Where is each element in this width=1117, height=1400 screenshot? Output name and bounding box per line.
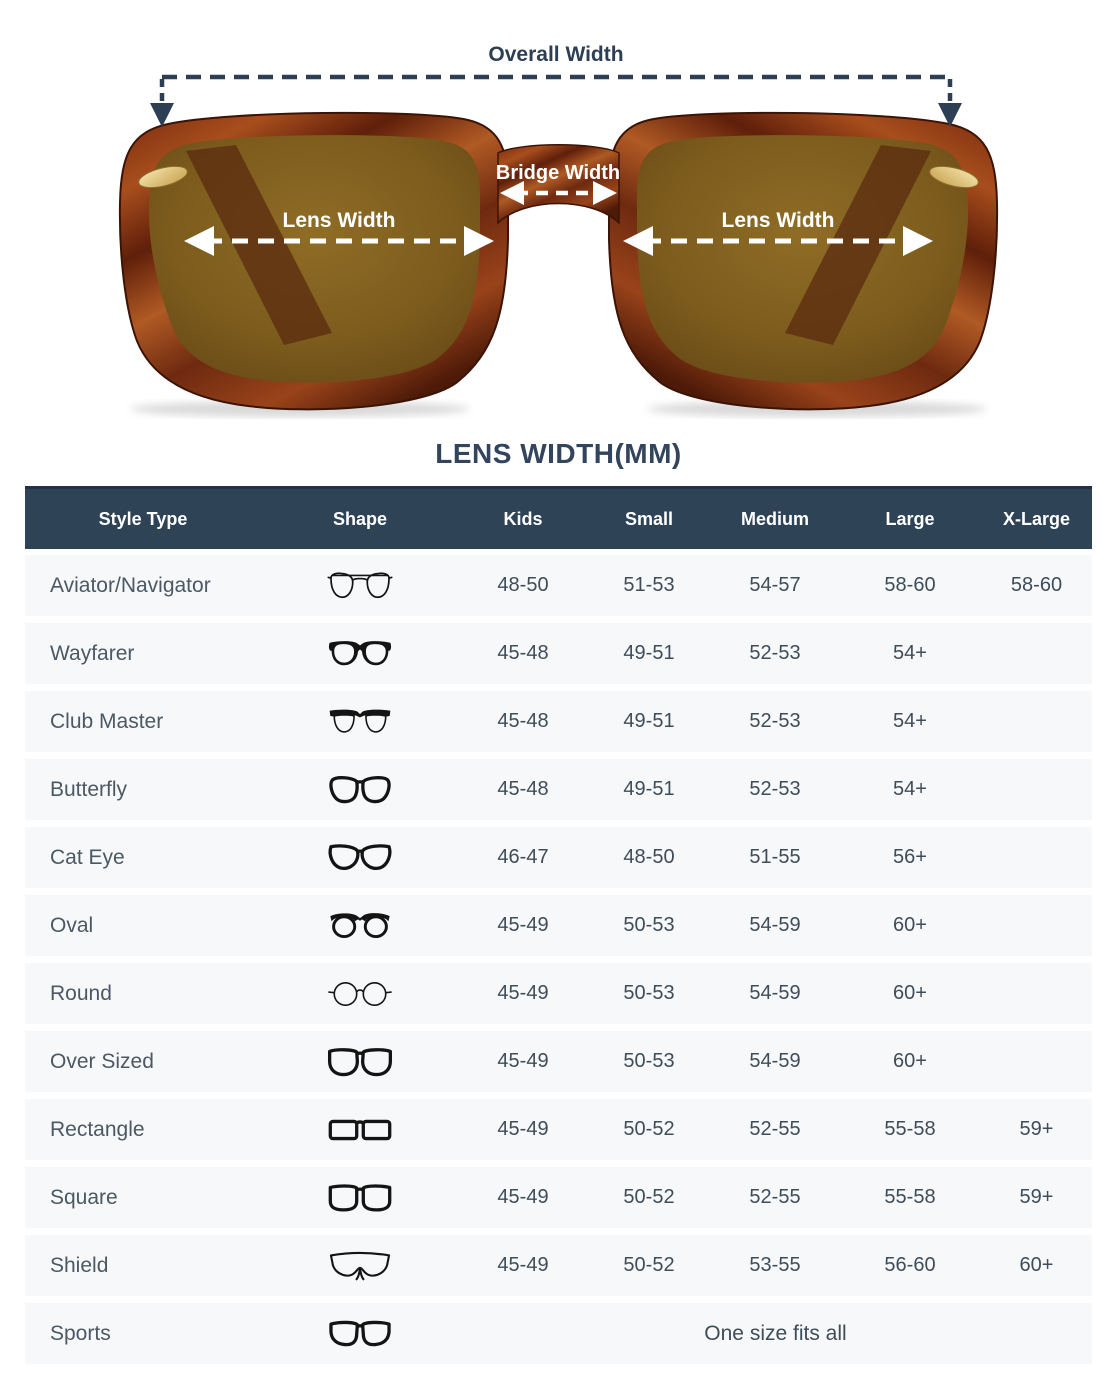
size-value-large: 60+	[893, 1050, 927, 1072]
page-title: LENS WIDTH(MM)	[435, 438, 682, 469]
shape-icon-cell	[261, 637, 459, 671]
size-value-medium: 54-59	[749, 1050, 801, 1072]
style-type-label: Shield	[50, 1253, 109, 1277]
size-value-kids: 45-49	[497, 914, 549, 936]
col-header-medium: Medium	[740, 508, 809, 529]
size-value-small: 50-53	[623, 982, 675, 1004]
table-row	[25, 1235, 1092, 1296]
table-row	[25, 691, 1092, 752]
shape-icon-cell	[261, 909, 459, 943]
col-header-xlarge: X-Large	[1002, 508, 1071, 529]
one-size-note: One size fits all	[704, 1321, 847, 1345]
col-header-shape: Shape	[332, 508, 388, 529]
size-value-small: 50-53	[623, 914, 675, 936]
clubmaster-icon	[327, 705, 393, 739]
table-body	[25, 555, 1092, 1364]
size-value-medium: 52-55	[749, 1118, 801, 1140]
overall-width-label: Overall Width	[488, 43, 624, 66]
col-header-style-type: Style Type	[98, 508, 188, 529]
table-row	[25, 1167, 1092, 1228]
shape-icon-cell	[261, 977, 459, 1011]
shape-icon-cell	[261, 1181, 459, 1215]
style-type-label: Rectangle	[50, 1117, 145, 1141]
shape-icon-cell	[261, 569, 459, 603]
sunglasses-frame	[120, 113, 997, 417]
size-value-xlarge: 59+	[1019, 1186, 1054, 1208]
size-value-medium: 54-59	[749, 982, 801, 1004]
shape-icon-cell	[261, 1045, 459, 1079]
size-value-large: 55-58	[884, 1118, 936, 1140]
size-value-large: 54+	[893, 642, 927, 664]
size-value-medium: 52-53	[749, 642, 801, 664]
size-value-large: 55-58	[884, 1186, 936, 1208]
table-row	[25, 1031, 1092, 1092]
style-type-label: Club Master	[50, 709, 164, 733]
size-value-kids: 48-50	[497, 574, 549, 596]
style-type-label: Oval	[50, 913, 94, 937]
shape-icon-cell	[261, 1249, 459, 1283]
square-icon	[327, 1181, 393, 1215]
size-value-xlarge: 60+	[1019, 1254, 1054, 1276]
sports-icon	[327, 1317, 393, 1351]
sunglasses-illustration	[0, 0, 1117, 432]
col-header-kids: Kids	[503, 508, 543, 529]
size-value-medium: 52-55	[749, 1186, 801, 1208]
round-icon	[327, 977, 393, 1011]
sunglasses-diagram	[0, 0, 1117, 432]
size-value-kids: 45-49	[497, 1254, 549, 1276]
style-type-label: Square	[50, 1185, 118, 1209]
shape-icon-cell	[261, 1113, 459, 1147]
shape-icon-cell	[261, 773, 459, 807]
oval-icon	[327, 909, 393, 943]
size-value-large: 58-60	[884, 574, 936, 596]
table-row	[25, 963, 1092, 1024]
size-value-medium: 54-57	[749, 574, 801, 596]
size-value-kids: 45-49	[497, 1186, 549, 1208]
size-value-small: 50-52	[623, 1118, 675, 1140]
cateye-icon	[327, 841, 393, 875]
style-type-label: Wayfarer	[50, 641, 135, 665]
rectangle-icon	[327, 1113, 393, 1147]
size-value-small: 51-53	[623, 574, 675, 596]
table-row	[25, 1099, 1092, 1160]
size-value-kids: 45-49	[497, 982, 549, 1004]
style-type-label: Cat Eye	[50, 845, 125, 869]
table-row	[25, 759, 1092, 820]
lens-width-left-label: Lens Width	[282, 209, 396, 232]
style-type-label: Butterfly	[50, 777, 128, 801]
size-value-small: 49-51	[623, 710, 675, 732]
col-header-small: Small	[624, 508, 674, 529]
style-type-label: Aviator/Navigator	[50, 573, 211, 597]
butterfly-icon	[327, 773, 393, 807]
size-value-small: 49-51	[623, 778, 675, 800]
size-value-small: 50-52	[623, 1254, 675, 1276]
size-value-xlarge: 58-60	[1010, 574, 1063, 596]
shape-icon-cell	[261, 705, 459, 739]
shield-icon	[327, 1249, 393, 1283]
size-value-kids: 46-47	[497, 846, 549, 868]
style-type-label: Round	[50, 981, 112, 1005]
size-value-kids: 45-48	[497, 642, 549, 664]
table-header-row	[25, 486, 1092, 549]
size-value-kids: 45-49	[497, 1118, 549, 1140]
table-row	[25, 827, 1092, 888]
size-value-large: 54+	[893, 778, 927, 800]
size-value-large: 54+	[893, 710, 927, 732]
lens-width-right-label: Lens Width	[721, 209, 835, 232]
size-value-large: 60+	[893, 914, 927, 936]
aviator-icon	[327, 569, 393, 603]
size-value-kids: 45-49	[497, 1050, 549, 1072]
size-value-medium: 52-53	[749, 710, 801, 732]
size-value-small: 48-50	[623, 846, 675, 868]
size-value-large: 60+	[893, 982, 927, 1004]
size-value-large: 56-60	[884, 1254, 936, 1276]
size-value-small: 49-51	[623, 642, 675, 664]
size-value-kids: 45-48	[497, 710, 549, 732]
wayfarer-icon	[327, 637, 393, 671]
col-header-large: Large	[885, 508, 935, 529]
table-row	[25, 555, 1092, 616]
table-row	[25, 1303, 1092, 1364]
bridge-width-label: Bridge Width	[495, 162, 621, 184]
table-row	[25, 895, 1092, 956]
oversized-icon	[327, 1045, 393, 1079]
size-value-small: 50-53	[623, 1050, 675, 1072]
style-type-label: Sports	[50, 1321, 111, 1345]
size-value-small: 50-52	[623, 1186, 675, 1208]
size-table	[25, 486, 1092, 1364]
size-value-large: 56+	[893, 846, 927, 868]
size-value-medium: 54-59	[749, 914, 801, 936]
style-type-label: Over Sized	[50, 1049, 154, 1073]
size-value-medium: 53-55	[749, 1254, 801, 1276]
size-value-xlarge: 59+	[1019, 1118, 1054, 1140]
size-value-medium: 52-53	[749, 778, 801, 800]
size-value-medium: 51-55	[749, 846, 801, 868]
shape-icon-cell	[261, 1317, 459, 1351]
table-row	[25, 623, 1092, 684]
shape-icon-cell	[261, 841, 459, 875]
size-value-kids: 45-48	[497, 778, 549, 800]
